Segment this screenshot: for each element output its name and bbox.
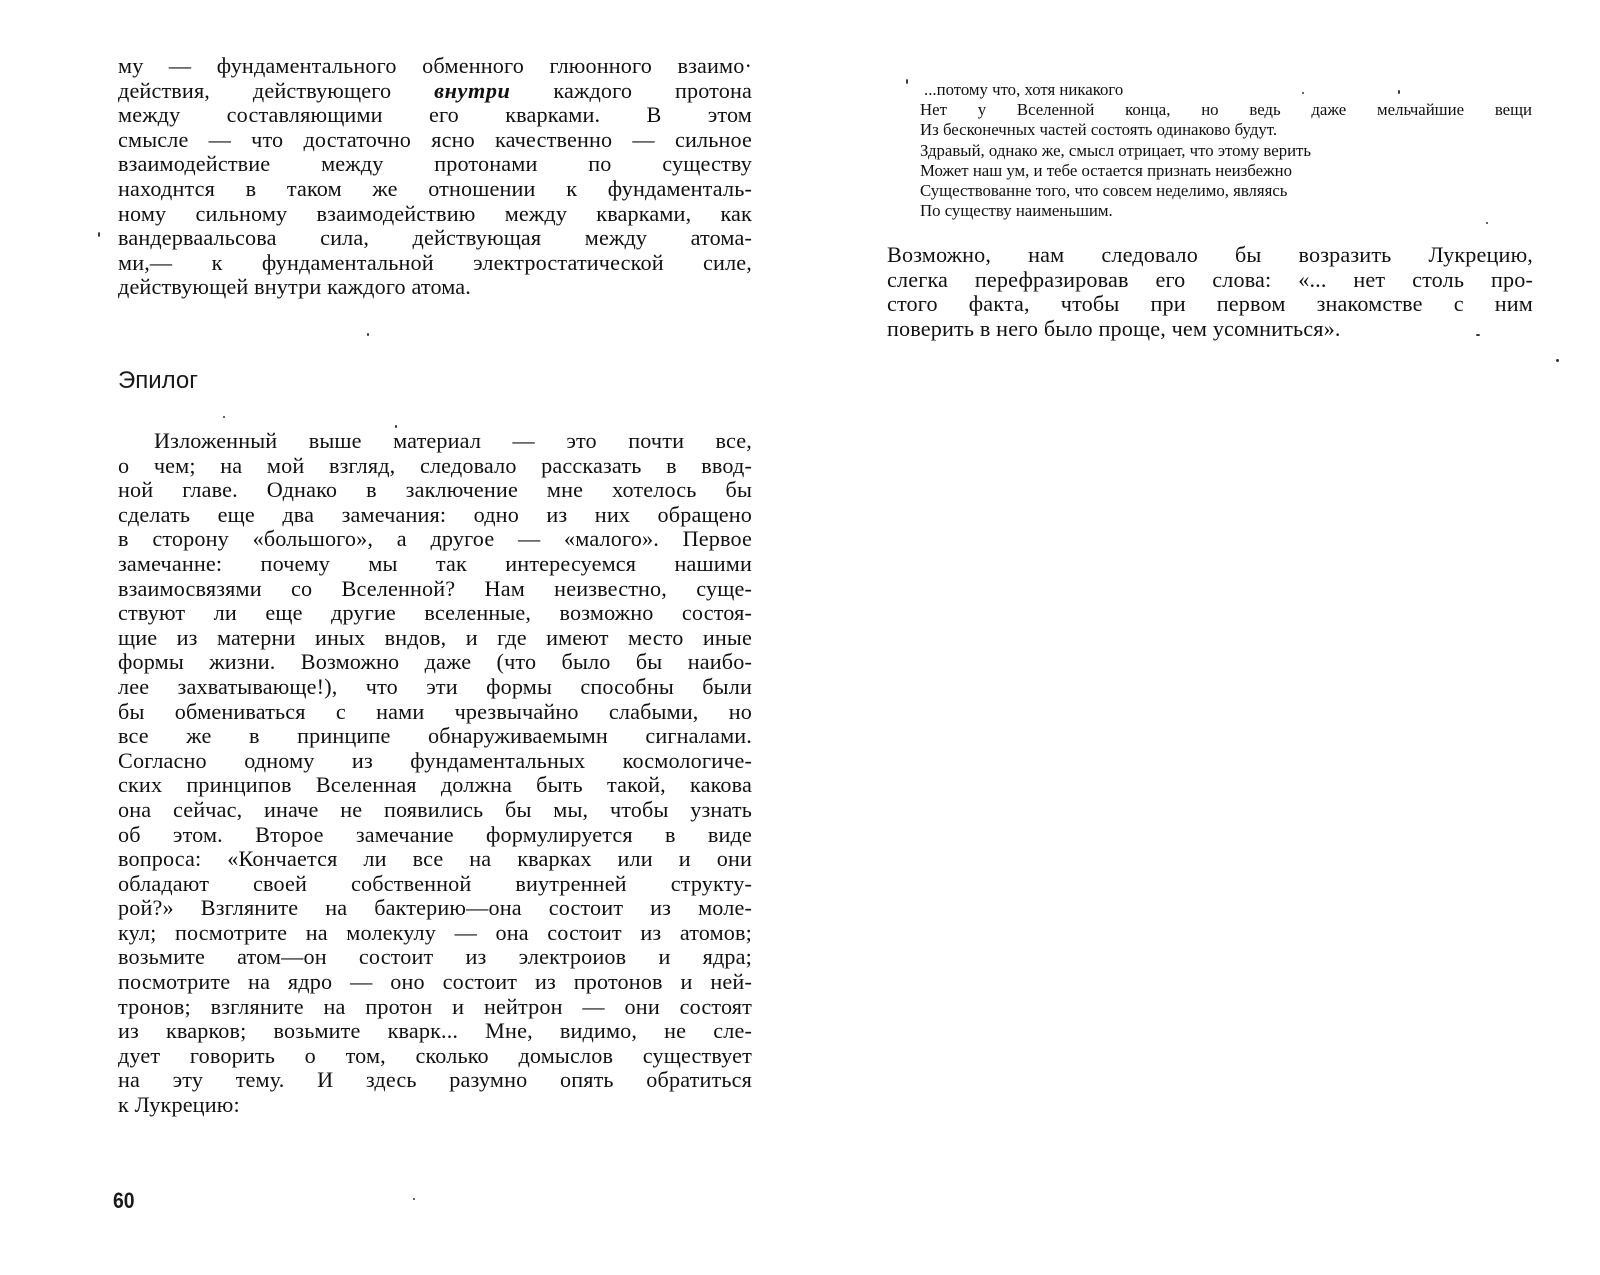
text-line: между составляющими его кварками. В этом (118, 102, 752, 128)
text-line: бы обмениваться с нами чрезвычайно слабыми, но (118, 698, 752, 724)
text-line (118, 79, 752, 104)
scan-speck (1302, 92, 1304, 94)
text-line: смысле — что достаточно ясно качественно — сильное (118, 126, 752, 152)
scan-speck (1556, 359, 1559, 362)
text-line: из кварков; возьмите кварк... Мне, видимо, не сле- (118, 1018, 752, 1044)
text-line: взаимосвязями со Вселенной? Нам неизвестно, суще- (118, 575, 752, 601)
text-line: Возможно, нам следовало бы возразить Лукрецию, (887, 242, 1533, 267)
scan-speck (367, 333, 369, 336)
verse-line: Может наш ум, и тебе остается признать неизбежно (920, 160, 1292, 180)
text-line: кул; посмотрите на молекулу — она состоит из атомов; (118, 919, 752, 945)
continued-paragraph (118, 54, 752, 300)
text-line: все же в принципе обнаруживаемымн сигналами. (118, 723, 752, 749)
text-line: поверить в него было проще, чем усомниться». (887, 315, 1341, 341)
text-line: ми,— к фундаментальной электростатической силе, (118, 249, 752, 275)
text-line: возьмите атом—он состоит из электроиов и ядра; (118, 944, 752, 970)
text-line: сделать еще два замечания: одно из них обращено (118, 501, 752, 527)
page-number: 60 (113, 1188, 135, 1213)
scan-speck (98, 232, 100, 237)
scan-speck (395, 425, 397, 428)
verse-line: Здравый, однако же, смысл отрицает, что этому верить (920, 140, 1312, 160)
text-line: на эту тему. И здесь разумно опять обратиться (118, 1067, 752, 1093)
section-heading: Эпилог (118, 367, 199, 394)
text-line: об этом. Второе замечание формулируется в виде (118, 821, 752, 847)
scan-speck (413, 1198, 415, 1200)
text-fragment: действия, действующего (118, 77, 435, 103)
text-line: в сторону «большого», а другое — «малого». Первое (118, 526, 752, 552)
text-fragment: каждого протона (510, 77, 752, 103)
epilogue-paragraph (118, 429, 752, 1118)
text-line: рой?» Взгляните на бактерию—она состоит из моле- (118, 895, 752, 921)
text-line: щие из матерни иных вндов, и где имеют место иные (118, 624, 752, 650)
text-line: ствуют ли еще другие вселенные, возможно состоя- (118, 600, 752, 626)
text-line: формы жизни. Возможно даже (что было бы наибо- (118, 649, 752, 675)
scan-speck (906, 79, 908, 84)
text-line: взаимодействие между протонами по существу (118, 151, 752, 177)
text-line: она сейчас, иначе не появились бы мы, чтобы узнать (118, 796, 752, 822)
text-line: находнтся в таком же отношении к фундаменталь- (118, 175, 752, 201)
text-line: к Лукрецию: (118, 1092, 240, 1118)
verse-line: Нет у Вселенной конца, но ведь даже мельчайшие вещи (920, 100, 1532, 120)
verse-line: По существу наименьшим. (920, 201, 1113, 221)
text-line: ских принципов Вселенная должна быть такой, какова (118, 772, 752, 798)
text-line: ной главе. Однако в заключение мне хотелось бы (118, 477, 752, 503)
text-line: стого факта, чтобы при первом знакомстве с ним (887, 291, 1533, 317)
italic-emphasis: внутри (434, 77, 511, 103)
text-line: вопроса: «Кончается ли все на кварках или и они (118, 846, 752, 872)
verse-line: ...потому что, хотя никакого (924, 80, 1124, 99)
text-line: обладают своей собственной виутренней структу- (118, 870, 752, 896)
text-line: тронов; взгляните на протон и нейтрон — они состоят (118, 993, 752, 1019)
verse-line: Из бесконечных частей состоять одинаково будут. (920, 120, 1278, 140)
text-line: замечанне: почему мы так интересуемся нашими (118, 550, 752, 576)
text-line: действующей внутри каждого атома. (118, 274, 471, 300)
text-line: дует говорить о том, сколько домыслов существует (118, 1042, 752, 1068)
scan-speck (1398, 90, 1400, 94)
verse-quote (920, 80, 1532, 221)
closing-paragraph (887, 243, 1533, 341)
text-line: Изложенный выше материал — это почти все, (154, 428, 752, 453)
text-line: о чем; на мой взгляд, следовало рассказать в ввод- (118, 452, 752, 478)
verse-line: Существованне того, что совсем неделимо, являясь (920, 181, 1288, 201)
scan-speck (223, 416, 225, 418)
scan-speck (1486, 222, 1488, 224)
text-line: му — фундаментального обменного глюонного взаимо· (118, 53, 752, 78)
text-line: вандерваальсова сила, действующая между атома- (118, 225, 752, 251)
text-line: лее захватывающе!), что эти формы способны были (118, 673, 752, 699)
text-line: слегка перефразировав его слова: «... нет столь про- (887, 266, 1533, 292)
scan-speck (1476, 334, 1480, 336)
text-line: ному сильному взаимодействию между кварками, как (118, 200, 752, 226)
text-line: Согласно одному из фундаментальных космологиче- (118, 747, 752, 773)
text-line: посмотрите на ядро — оно состоит из протонов и ней- (118, 969, 752, 995)
